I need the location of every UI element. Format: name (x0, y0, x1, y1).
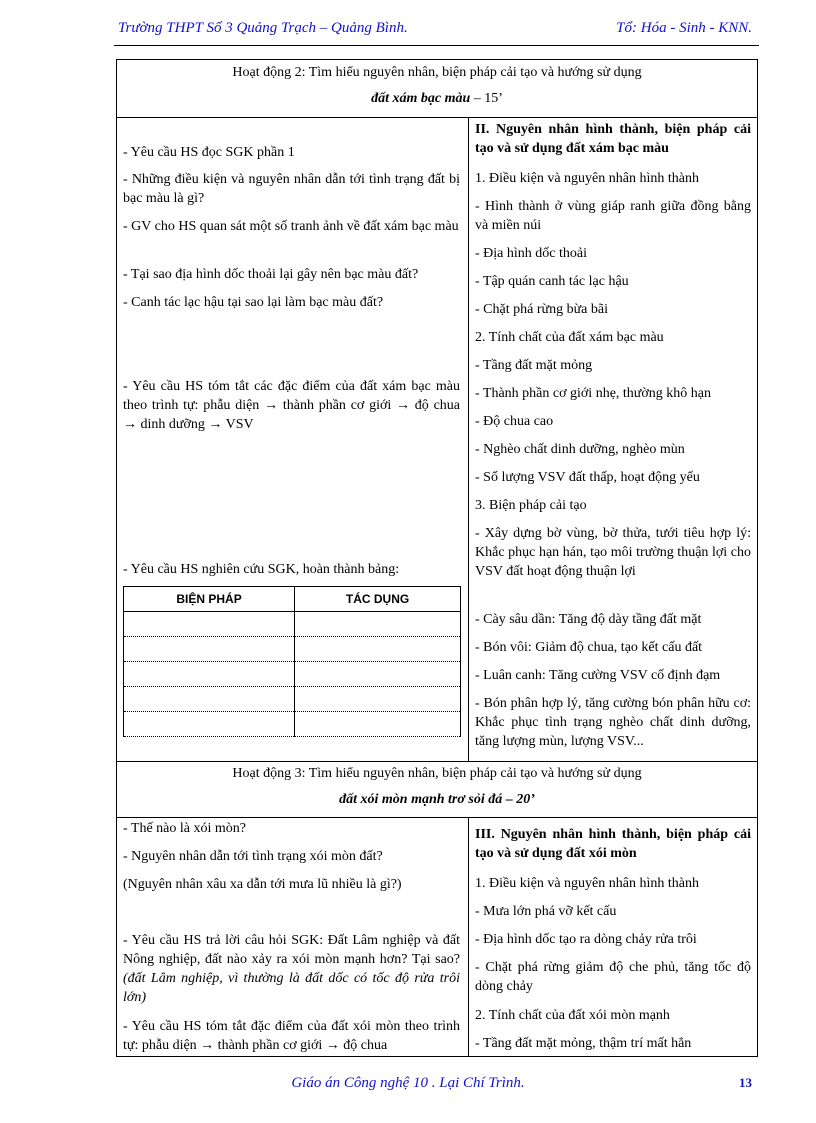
subheading: 2. Tính chất của đất xói mòn mạnh (475, 1008, 670, 1023)
list-item: - Tập quán canh tác lạc hậu (475, 274, 629, 289)
table-row (124, 662, 461, 687)
table-cell[interactable] (295, 637, 461, 662)
table-row (124, 712, 461, 737)
table-header: TÁC DỤNG (295, 587, 461, 612)
table-row (124, 637, 461, 662)
table-cell[interactable] (295, 712, 461, 737)
list-item: - GV cho HS quan sát một số tranh ảnh về đất xám bạc màu (123, 219, 459, 234)
activity3-teacher-column (123, 817, 460, 1055)
subheading: 3. Biện pháp cải tạo (475, 498, 587, 513)
list-item: - Bón vôi: Giảm độ chua, tạo kết cấu đất (475, 640, 703, 655)
table-header: BIỆN PHÁP (124, 587, 295, 612)
header-rule (114, 45, 759, 46)
list-item: - Tại sao địa hình dốc thoải lại gây nên bạc màu đất? (123, 267, 419, 282)
list-item: - Canh tác lạc hậu tại sao lại làm bạc màu đất? (123, 295, 384, 310)
list-item: - Địa hình dốc tạo ra dòng chảy rửa trôi (475, 932, 697, 947)
column-divider (468, 117, 469, 761)
table-cell[interactable] (124, 712, 295, 737)
table-row (124, 687, 461, 712)
table-cell[interactable] (124, 687, 295, 712)
list-item: - Yêu cầu HS nghiên cứu SGK, hoàn thành bảng: (123, 562, 400, 577)
list-item: - Luân canh: Tăng cường VSV cố định đạm (475, 668, 721, 683)
page-number: 13 (739, 1075, 752, 1090)
header-school: Trường THPT Số 3 Quảng Trạch – Quảng Bình. (118, 20, 408, 36)
list-item: - Xây dựng bờ vùng, bờ thửa, tưới tiêu hợp lý: Khắc phục hạn hán, tạo môi trường thuận lợi cho VSV đất hoạt động thuận lợi (475, 526, 751, 579)
list-item: - Những điều kiện và nguyên nhân dẫn tới tình trạng đất bị bạc màu là gì? (123, 172, 460, 206)
list-item: - Yêu cầu HS đọc SGK phần 1 (123, 145, 295, 160)
activity2-title: Hoạt động 2: Tìm hiểu nguyên nhân, biện pháp cải tạo và hướng sử dụng (232, 65, 642, 80)
list-item: - Cày sâu dần: Tăng độ dày tầng đất mặt (475, 612, 702, 627)
list-item: - Hình thành ở vùng giáp ranh giữa đồng bằng và miền núi (475, 199, 751, 233)
list-item: - Độ chua cao (475, 414, 554, 429)
table-cell[interactable] (124, 637, 295, 662)
column-divider (468, 817, 469, 1056)
list-item: - Chặt phá rừng giảm độ che phủ, tăng tốc độ dòng chảy (475, 960, 751, 994)
list-item: - Yêu cầu HS tóm tắt các đặc điểm của đất xám bạc màu theo trình tự: phẫu diện → thành phần cơ giới → độ chua → dinh dưỡng → VSV (123, 379, 460, 432)
table-cell[interactable] (295, 612, 461, 637)
subheading: 1. Điều kiện và nguyên nhân hình thành (475, 876, 699, 891)
table-row (124, 612, 461, 637)
list-item: - Nguyên nhân dẫn tới tình trạng xói mòn đất? (123, 849, 383, 864)
activity3-title: Hoạt động 3: Tìm hiểu nguyên nhân, biện pháp cải tạo và hướng sử dụng (232, 766, 642, 781)
lesson-table (116, 59, 758, 1057)
list-item: - Yêu cầu HS tóm tắt đặc điểm của đất xói mòn theo trình tự: phẫu diện → thành phần cơ giới → độ chua (123, 1019, 460, 1053)
subheading: 1. Điều kiện và nguyên nhân hình thành (475, 171, 699, 186)
activity2-heading (117, 60, 757, 112)
activity2-subtitle: đất xám bạc màu – 15’ (371, 91, 503, 106)
list-item: - Tầng đất mặt mỏng (475, 358, 593, 373)
table-cell[interactable] (124, 612, 295, 637)
list-item: - Yêu cầu HS trả lời câu hỏi SGK: Đất Lâm nghiệp và đất Nông nghiệp, đất nào xảy ra xói mòn mạnh hơn? Tại sao? (đất Lâm nghiệp, vì thường là đất dốc có tốc độ rửa trôi lớn) (123, 933, 460, 1005)
table-cell[interactable] (295, 687, 461, 712)
footer-text: Giáo án Công nghệ 10 . Lại Chí Trình. (291, 1075, 525, 1091)
list-item: - Bón phân hợp lý, tăng cường bón phân hữu cơ: Khắc phục tình trạng nghèo chất dinh dưỡng, tăng lượng mùn, lượng VSV... (475, 696, 751, 749)
table-cell[interactable] (295, 662, 461, 687)
list-item: (Nguyên nhân xâu xa dẫn tới mưa lũ nhiều là gì?) (123, 877, 402, 892)
section-heading: III. Nguyên nhân hình thành, biện pháp cải tạo và sử dụng đất xói mòn (475, 827, 751, 861)
subheading: 2. Tính chất của đất xám bạc màu (475, 330, 664, 345)
activity3-subtitle: đất xói mòn mạnh trơ sỏi đá – 20’ (339, 792, 535, 807)
list-item: - Thành phần cơ giới nhẹ, thường khô hạn (475, 386, 711, 401)
activity3-heading (117, 761, 757, 813)
section-heading: II. Nguyên nhân hình thành, biện pháp cải tạo và sử dụng đất xám bạc màu (475, 122, 751, 156)
table-cell[interactable] (124, 662, 295, 687)
list-item: - Địa hình dốc thoải (475, 246, 587, 261)
list-item: - Tầng đất mặt mỏng, thậm trí mất hẳn (475, 1036, 692, 1051)
activity2-content-column (475, 117, 751, 761)
list-item: - Số lượng VSV đất thấp, hoạt động yếu (475, 470, 700, 485)
header-department: Tổ: Hóa - Sinh - KNN. (616, 20, 752, 36)
list-item: - Mưa lớn phá vỡ kết cấu (475, 904, 617, 919)
list-item: - Nghèo chất dinh dưỡng, nghèo mùn (475, 442, 685, 457)
list-item: - Chặt phá rừng bừa bãi (475, 302, 608, 317)
measures-table (123, 586, 461, 737)
list-item: - Thế nào là xói mòn? (123, 821, 246, 836)
activity3-content-column (475, 817, 751, 1055)
